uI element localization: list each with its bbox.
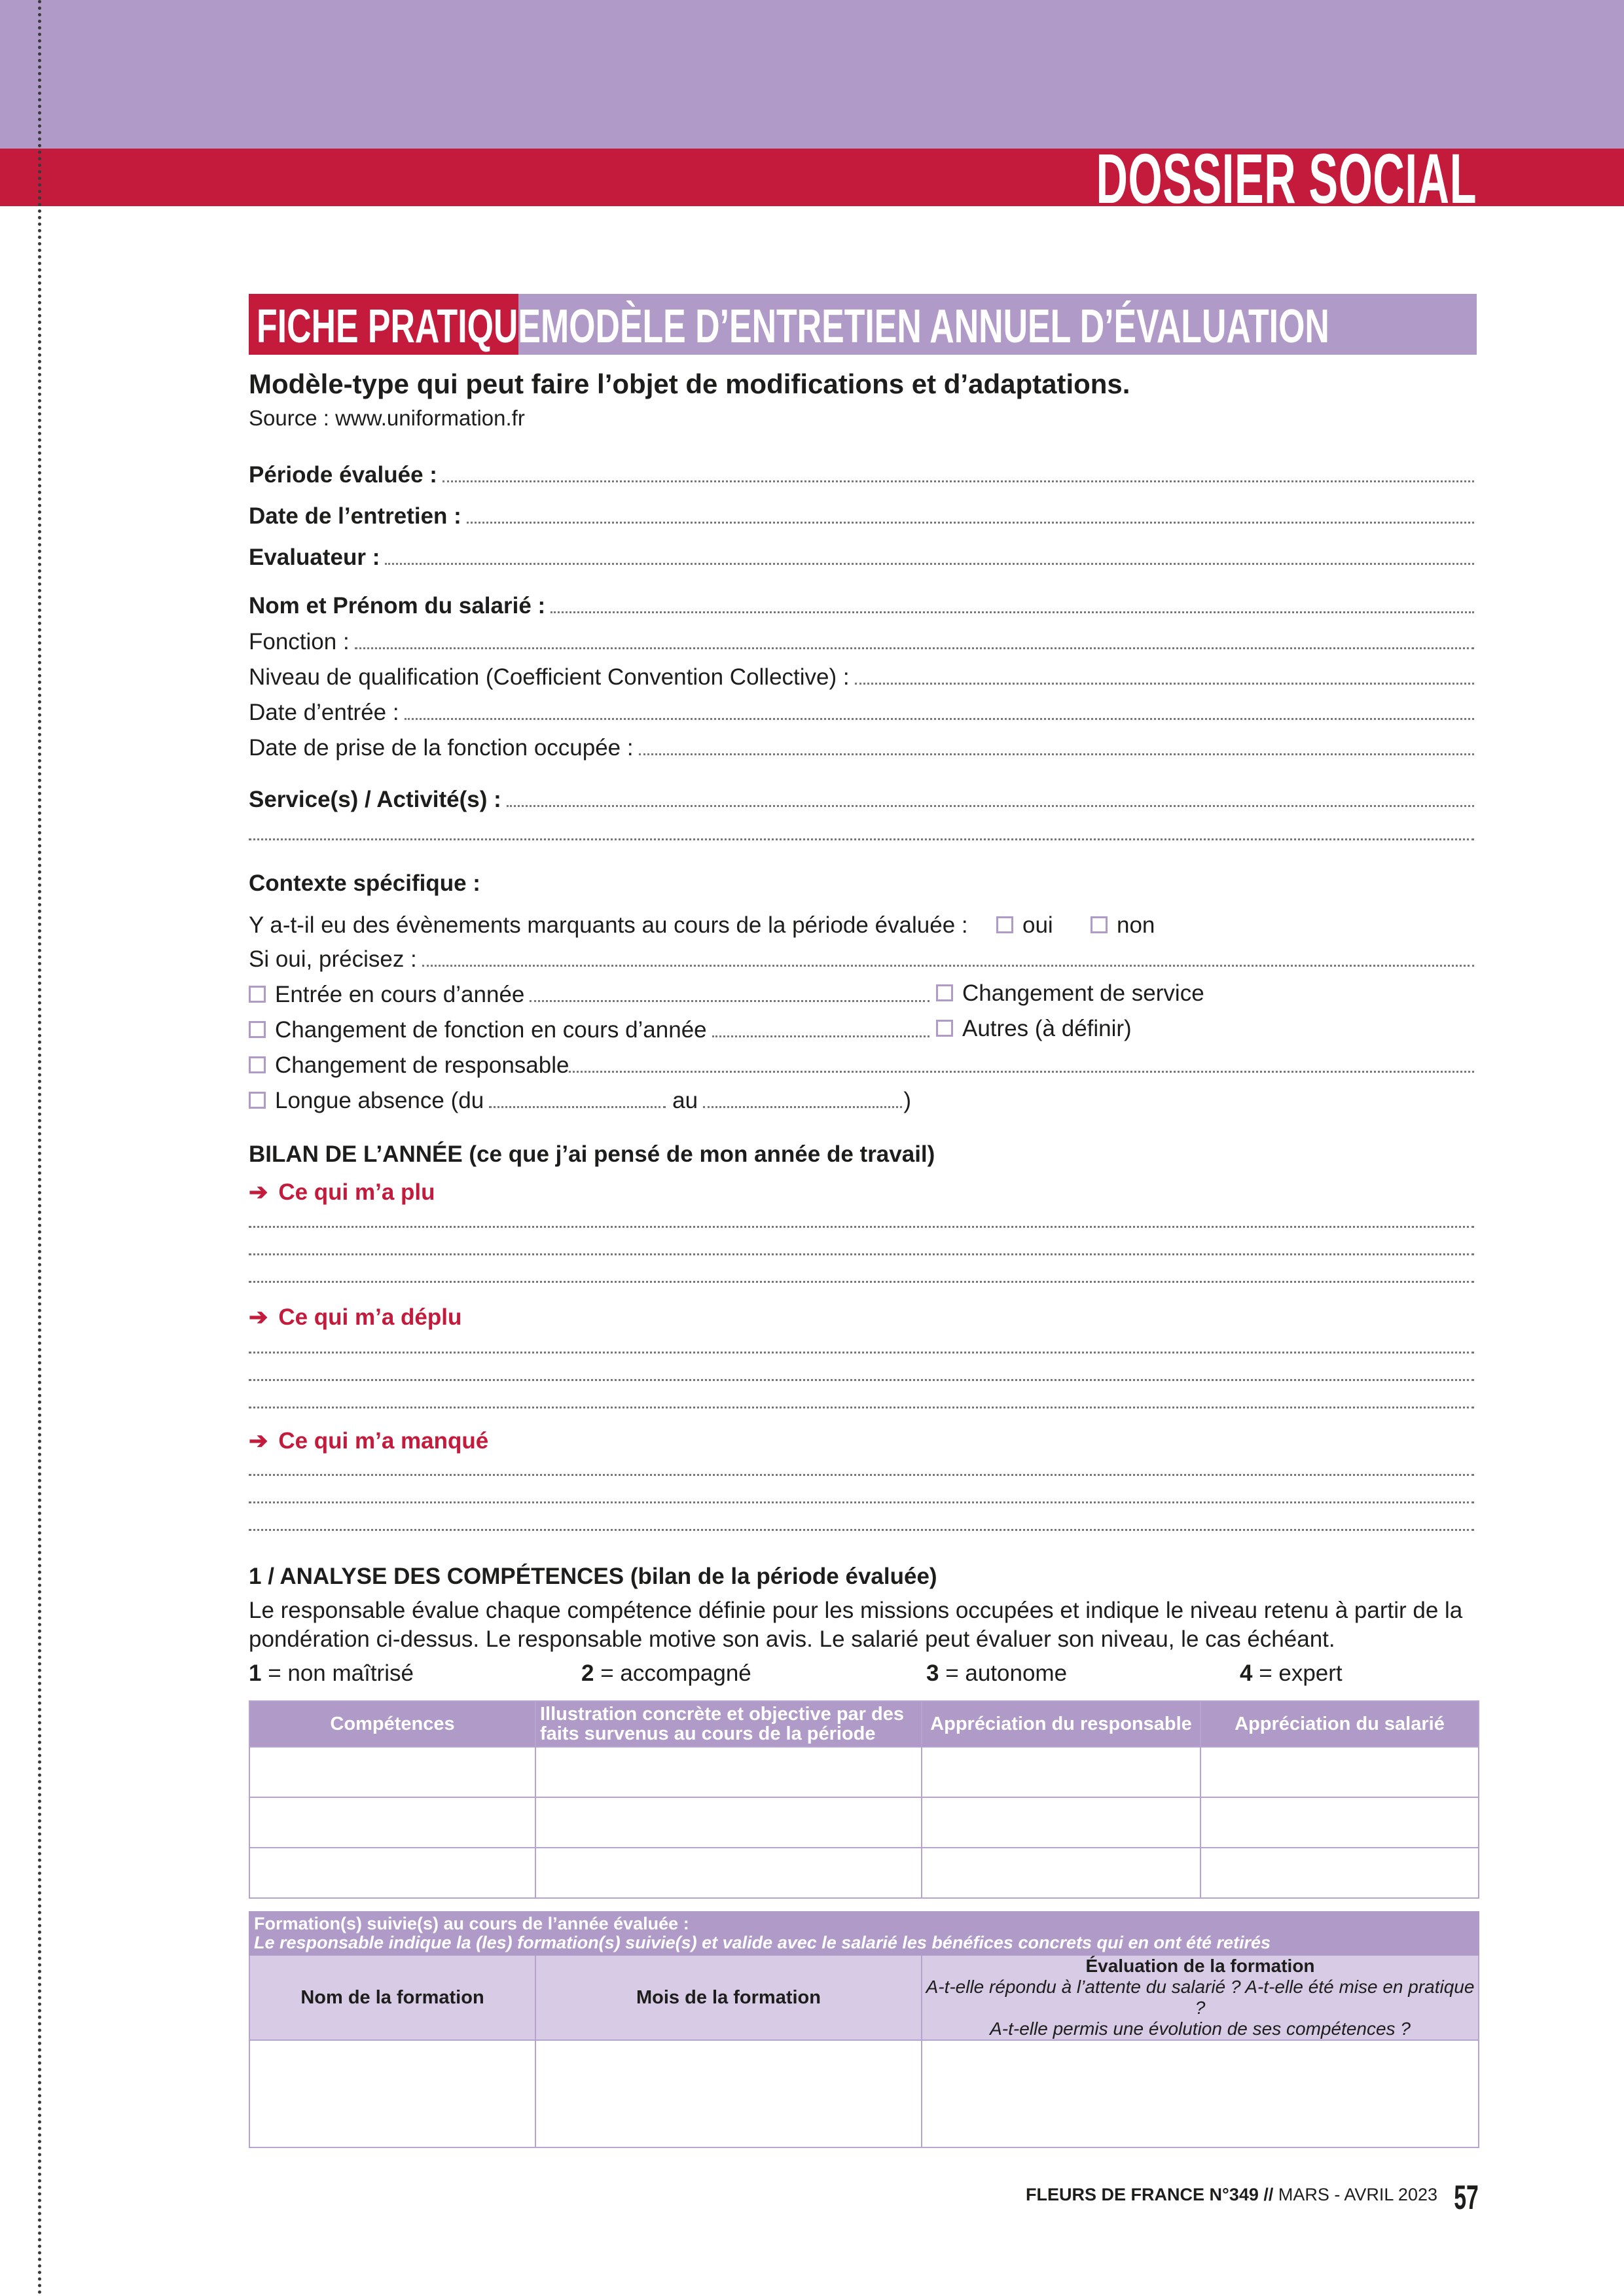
level-1: 1 = non maîtrisé <box>249 1660 414 1686</box>
bilan-deplu <box>249 1304 461 1331</box>
arrow-right-icon: ➔ <box>249 1179 268 1205</box>
bilan-manque <box>249 1428 488 1454</box>
answer-line[interactable] <box>249 1407 1474 1408</box>
option-label: Changement de service <box>962 980 1204 1006</box>
level-3: 3 = autonome <box>926 1660 1068 1686</box>
bilan-plu <box>249 1179 435 1206</box>
bilan-deplu-label: Ce qui m’a déplu <box>278 1304 462 1330</box>
checkbox-non[interactable] <box>1091 912 1155 939</box>
field-date-entree[interactable] <box>249 696 1474 726</box>
checkbox-icon[interactable] <box>249 1021 266 1038</box>
checkbox-label: oui <box>1022 912 1053 938</box>
contexte-title: Contexte spécifique : <box>249 870 480 896</box>
close-paren: ) <box>903 1088 911 1113</box>
table-cell[interactable] <box>1200 1797 1479 1848</box>
field-fonction[interactable] <box>249 625 1474 655</box>
answer-line[interactable] <box>249 1529 1474 1531</box>
field-date-prise[interactable] <box>249 731 1474 761</box>
arrow-right-icon: ➔ <box>249 1428 268 1454</box>
col-header: Nom de la formation <box>249 1955 535 2040</box>
option-label: Changement de fonction en cours d’année <box>275 1017 707 1043</box>
table-cell[interactable] <box>922 1797 1200 1848</box>
answer-line[interactable] <box>249 1501 1474 1503</box>
field-label: Fonction : <box>249 629 350 655</box>
field-label: Date de l’entretien : <box>249 503 461 529</box>
footer-date: MARS - AVRIL 2023 <box>1278 2185 1437 2204</box>
table-cell[interactable] <box>249 1747 535 1797</box>
option-chgt-fonction[interactable] <box>249 1013 929 1043</box>
field-label: Date de prise de la fonction occupée : <box>249 735 634 761</box>
analyse-title: 1 / ANALYSE DES COMPÉTENCES (bilan de la période évaluée) <box>249 1564 937 1589</box>
au-label: au <box>672 1088 698 1113</box>
checkbox-label: non <box>1117 912 1155 938</box>
answer-line[interactable] <box>249 1253 1474 1255</box>
checkbox-icon[interactable] <box>249 986 266 1003</box>
services-line[interactable] <box>249 838 1474 840</box>
option-label: Entrée en cours d’année <box>275 982 525 1007</box>
table-cell[interactable] <box>922 1747 1200 1797</box>
formations-table <box>249 1911 1479 2148</box>
eval-sub-1: A-t-elle répondu à l’attente du salarié ? A-t-elle été mise en pratique ? <box>926 1977 1475 2018</box>
checkbox-icon[interactable] <box>249 1092 266 1109</box>
footer <box>1026 2185 1437 2205</box>
table-cell[interactable] <box>535 1747 922 1797</box>
table-cell[interactable] <box>535 1797 922 1848</box>
option-label: Autres (à définir) <box>962 1016 1132 1041</box>
formations-header <box>249 1912 1479 1955</box>
table-cell[interactable] <box>1200 1848 1479 1898</box>
col-header: Appréciation du salarié <box>1200 1701 1479 1747</box>
table-cell[interactable] <box>535 1848 922 1898</box>
field-label: Période évaluée : <box>249 462 437 488</box>
table-row <box>249 1848 1479 1898</box>
level-4: 4 = expert <box>1240 1660 1343 1686</box>
field-niveau[interactable] <box>249 660 1474 691</box>
table-row <box>249 1797 1479 1848</box>
checkbox-icon[interactable] <box>996 916 1013 933</box>
arrow-right-icon: ➔ <box>249 1304 268 1330</box>
option-label: Changement de responsable <box>275 1052 569 1078</box>
col-header <box>922 1955 1479 2040</box>
cut-line <box>38 0 41 2296</box>
answer-line[interactable] <box>249 1352 1474 1354</box>
table-row <box>249 1747 1479 1797</box>
table-cell[interactable] <box>535 2040 922 2147</box>
checkbox-icon[interactable] <box>249 1056 266 1073</box>
checkbox-oui[interactable] <box>996 912 1053 939</box>
level-2: 2 = accompagné <box>581 1660 751 1686</box>
analyse-text-1: Le responsable évalue chaque compétence définie pour les missions occupées et indique le niveau retenu à partir de la <box>249 1598 1463 1623</box>
table-cell[interactable] <box>922 2040 1479 2147</box>
answer-line[interactable] <box>249 1379 1474 1381</box>
bilan-plu-label: Ce qui m’a plu <box>278 1179 435 1205</box>
field-label: Service(s) / Activité(s) : <box>249 787 501 812</box>
option-chgt-responsable[interactable] <box>249 1049 1474 1079</box>
competences-table <box>249 1700 1479 1899</box>
table-cell[interactable] <box>1200 1747 1479 1797</box>
formations-header-title: Formation(s) suivie(s) au cours de l’année évaluée : <box>254 1914 689 1933</box>
option-chgt-service[interactable] <box>936 980 1204 1007</box>
option-autres[interactable] <box>936 1016 1132 1042</box>
field-label: Si oui, précisez : <box>249 946 417 972</box>
bilan-title: BILAN DE L’ANNÉE (ce que j’ai pensé de mon année de travail) <box>249 1141 935 1167</box>
field-periode[interactable] <box>249 458 1474 488</box>
field-label: Date d’entrée : <box>249 700 399 725</box>
col-header: Illustration concrète et objective par des faits survenus au cours de la période <box>535 1701 922 1747</box>
field-label: Niveau de qualification (Coefficient Convention Collective) : <box>249 664 850 690</box>
option-label: Longue absence (du <box>275 1088 484 1113</box>
footer-publication: FLEURS DE FRANCE N°349 <box>1026 2185 1259 2204</box>
table-cell[interactable] <box>922 1848 1200 1898</box>
subtitle: Modèle-type qui peut faire l’objet de modifications et d’adaptations. <box>249 368 1130 399</box>
table-row <box>249 2040 1479 2147</box>
field-evaluateur[interactable] <box>249 541 1474 571</box>
table-cell[interactable] <box>249 1797 535 1848</box>
col-header: Compétences <box>249 1701 535 1747</box>
field-nom[interactable] <box>249 589 1474 619</box>
page-number: 57 <box>1454 2179 1479 2217</box>
col-header: Mois de la formation <box>535 1955 922 2040</box>
field-label: Evaluateur : <box>249 545 380 570</box>
field-date-entretien[interactable] <box>249 499 1474 529</box>
col-header: Appréciation du responsable <box>922 1701 1200 1747</box>
checkbox-icon[interactable] <box>1091 916 1108 933</box>
source: Source : www.uniformation.fr <box>249 406 525 430</box>
table-cell[interactable] <box>249 2040 535 2147</box>
eval-sub-2: A-t-elle permis une évolution de ses compétences ? <box>990 2018 1411 2039</box>
bilan-manque-label: Ce qui m’a manqué <box>278 1428 489 1454</box>
table-cell[interactable] <box>249 1848 535 1898</box>
checkbox-icon[interactable] <box>936 1020 953 1037</box>
option-entree[interactable] <box>249 978 929 1008</box>
checkbox-icon[interactable] <box>936 984 953 1001</box>
header-band <box>0 0 1624 149</box>
answer-line[interactable] <box>249 1281 1474 1283</box>
field-services[interactable] <box>249 783 1474 813</box>
contexte-question: Y a-t-il eu des évènements marquants au cours de la période évaluée : <box>249 912 968 938</box>
page-title: MODÈLE D’ENTRETIEN ANNUEL D’ÉVALUATION <box>541 300 1329 353</box>
section-title: DOSSIER SOCIAL <box>1096 139 1477 218</box>
footer-sep: // <box>1258 2185 1278 2204</box>
answer-line[interactable] <box>249 1474 1474 1476</box>
field-precisez[interactable] <box>249 942 1474 973</box>
analyse-text-2: pondération ci-dessus. Le responsable motive son avis. Le salarié peut évaluer son niveau, le cas échéant. <box>249 1626 1335 1652</box>
eval-title: Évaluation de la formation <box>1085 1956 1315 1976</box>
option-absence[interactable] <box>249 1084 916 1114</box>
formations-header-instructions: Le responsable indique la (les) formation(s) suivie(s) et valide avec le salarié les bénéfices concrets qui en ont été retirés <box>254 1933 1271 1952</box>
field-label: Nom et Prénom du salarié : <box>249 593 546 619</box>
title-tag: FICHE PRATIQUE <box>257 300 541 353</box>
answer-line[interactable] <box>249 1226 1474 1228</box>
